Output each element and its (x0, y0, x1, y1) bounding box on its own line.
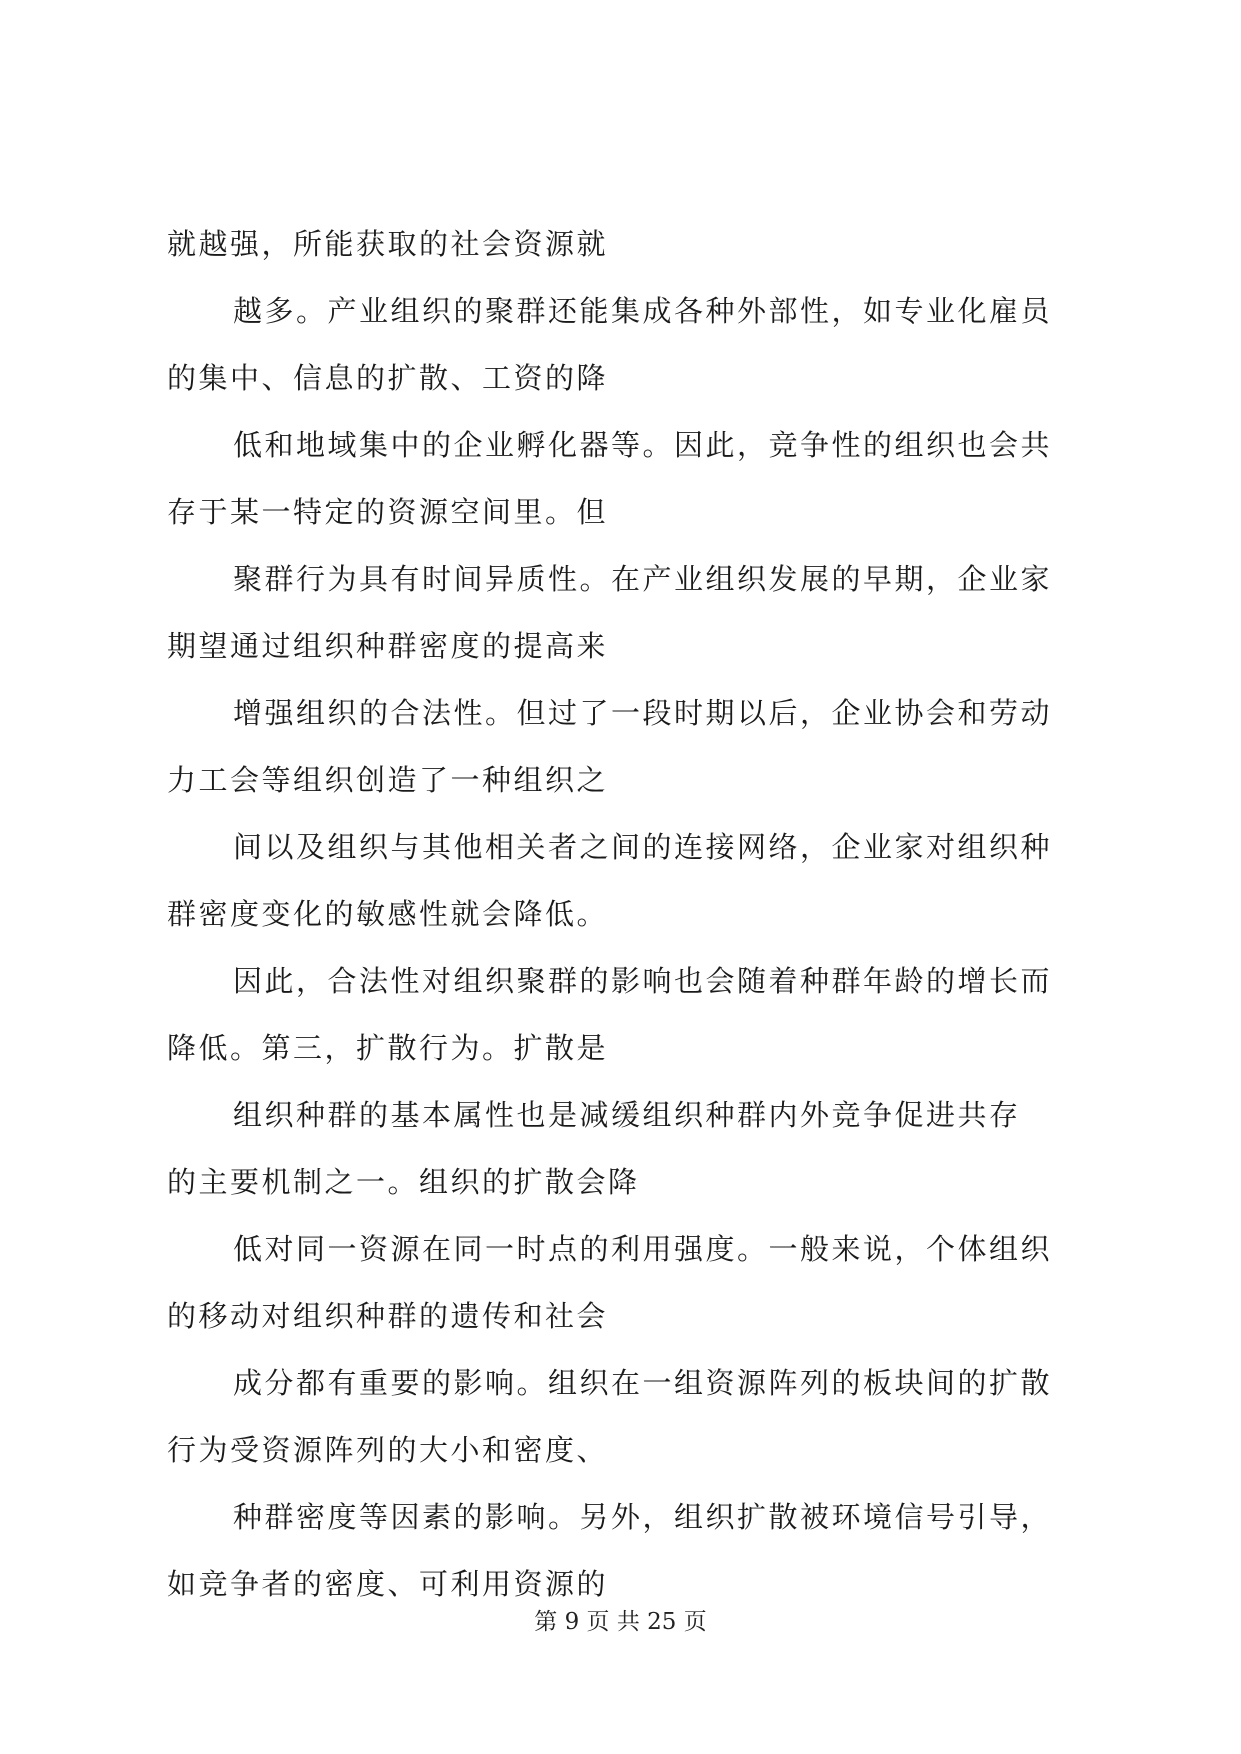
text-line: 组织种群的基本属性也是减缓组织种群内外竞争促进共存 (233, 1098, 1021, 1132)
text-line: 的主要机制之一。组织的扩散会降 (167, 1165, 640, 1199)
text-line: 的移动对组织种群的遗传和社会 (167, 1299, 609, 1333)
text-line: 种群密度等因素的影响。另外，组织扩散被环境信号引导， (233, 1500, 1053, 1534)
text-line: 低对同一资源在同一时点的利用强度。一般来说，个体组织 (233, 1232, 1053, 1266)
text-line: 群密度变化的敏感性就会降低。 (167, 897, 609, 931)
text-line: 因此，合法性对组织聚群的影响也会随着种群年龄的增长而 (233, 964, 1053, 998)
text-line: 越多。产业组织的聚群还能集成各种外部性，如专业化雇员 (233, 294, 1053, 328)
text-line: 期望通过组织种群密度的提高来 (167, 629, 609, 663)
body-text (167, 227, 1087, 1637)
text-line: 存于某一特定的资源空间里。但 (167, 495, 609, 529)
text-line: 行为受资源阵列的大小和密度、 (167, 1433, 609, 1467)
text-line: 力工会等组织创造了一种组织之 (167, 763, 609, 797)
text-line: 降低。第三，扩散行为。扩散是 (167, 1031, 609, 1065)
text-line: 间以及组织与其他相关者之间的连接网络，企业家对组织种 (233, 830, 1053, 864)
text-line: 的集中、信息的扩散、工资的降 (167, 361, 609, 395)
text-line: 就越强，所能获取的社会资源就 (167, 227, 609, 261)
text-line: 低和地域集中的企业孵化器等。因此，竞争性的组织也会共 (233, 428, 1053, 462)
text-line: 如竞争者的密度、可利用资源的 (167, 1567, 609, 1601)
page-number-footer: 第 9 页 共 25 页 (534, 1609, 707, 1635)
text-line: 聚群行为具有时间异质性。在产业组织发展的早期，企业家 (233, 562, 1053, 596)
text-line: 成分都有重要的影响。组织在一组资源阵列的板块间的扩散 (233, 1366, 1053, 1400)
text-line: 增强组织的合法性。但过了一段时期以后，企业协会和劳动 (233, 696, 1053, 730)
